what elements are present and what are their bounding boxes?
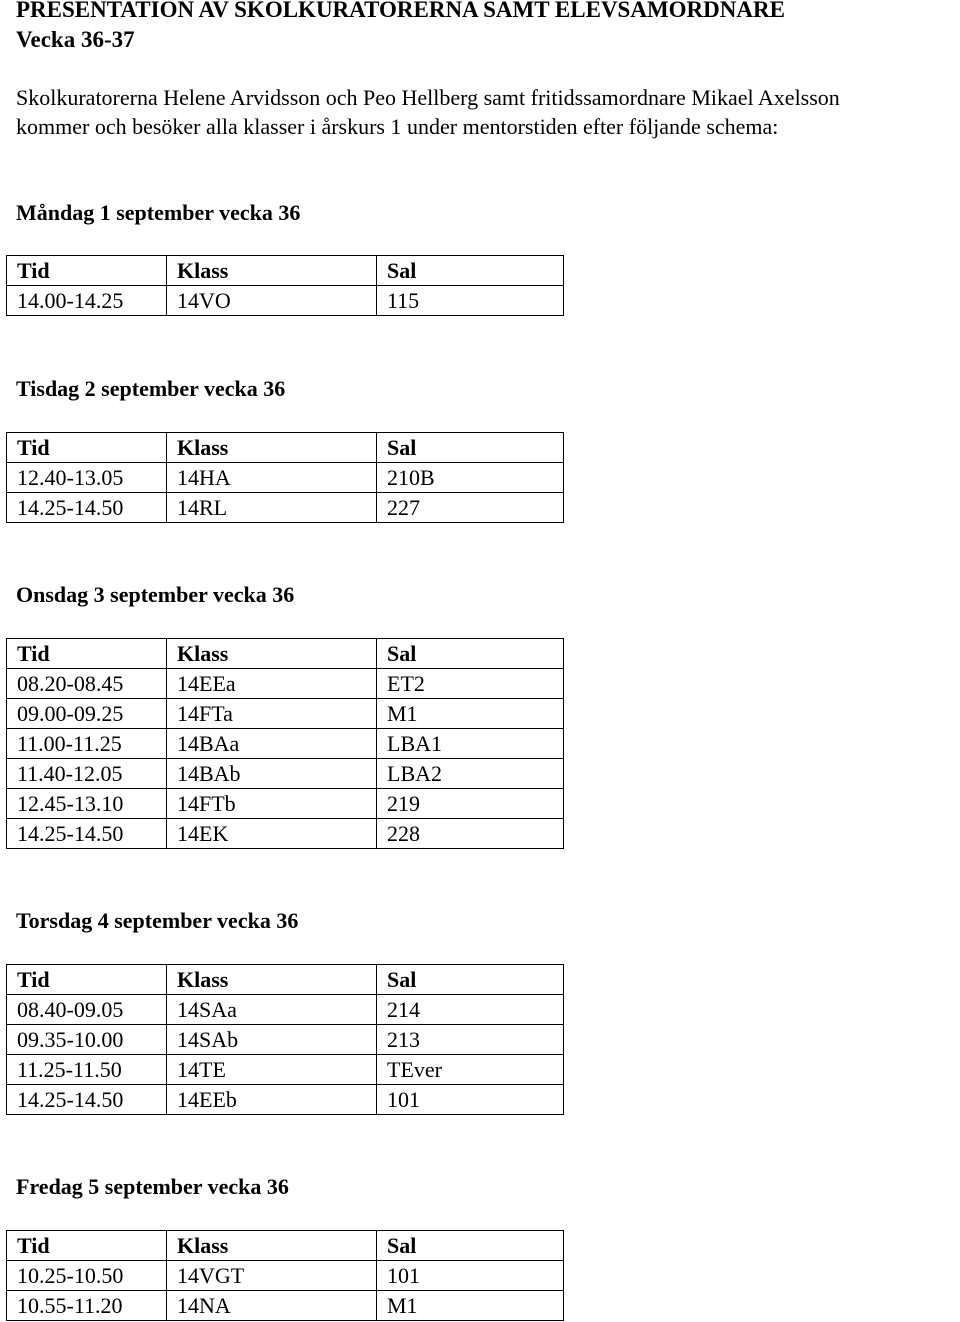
- table-header-row: [7, 433, 564, 463]
- day-title-thursday: Torsdag 4 september vecka 36: [16, 908, 299, 933]
- cell-time: 11.25-11.50: [7, 1055, 167, 1085]
- table-row: [7, 1085, 564, 1115]
- cell-room: 227: [377, 493, 564, 523]
- cell-room: LBA2: [377, 759, 564, 789]
- cell-class: 14RL: [167, 493, 377, 523]
- cell-room: 101: [377, 1261, 564, 1291]
- cell-class: 14EEb: [167, 1085, 377, 1115]
- cell-room: TEver: [377, 1055, 564, 1085]
- cell-class: 14VO: [167, 286, 377, 316]
- cell-class: 14EK: [167, 819, 377, 849]
- cell-time: 11.00-11.25: [7, 729, 167, 759]
- cell-time: 14.25-14.50: [7, 493, 167, 523]
- table-row: [7, 1055, 564, 1085]
- cell-time: 10.55-11.20: [7, 1291, 167, 1321]
- cell-room: ET2: [377, 669, 564, 699]
- cell-room: 214: [377, 995, 564, 1025]
- column-header-time: Tid: [7, 433, 167, 463]
- column-header-class: Klass: [167, 433, 377, 463]
- cell-time: 12.45-13.10: [7, 789, 167, 819]
- cell-room: LBA1: [377, 729, 564, 759]
- cell-class: 14SAb: [167, 1025, 377, 1055]
- cell-time: 12.40-13.05: [7, 463, 167, 493]
- column-header-class: Klass: [167, 639, 377, 669]
- table-row: [7, 819, 564, 849]
- column-header-time: Tid: [7, 965, 167, 995]
- column-header-time: Tid: [7, 1231, 167, 1261]
- document-title: PRESENTATION AV SKOLKURATORERNA SAMT ELEVSAMORDNARE: [16, 0, 785, 22]
- column-header-class: Klass: [167, 256, 377, 286]
- cell-room: 213: [377, 1025, 564, 1055]
- column-header-room: Sal: [377, 256, 564, 286]
- cell-room: M1: [377, 699, 564, 729]
- column-header-time: Tid: [7, 256, 167, 286]
- day-title-friday: Fredag 5 september vecka 36: [16, 1174, 289, 1199]
- cell-class: 14EEa: [167, 669, 377, 699]
- column-header-time: Tid: [7, 639, 167, 669]
- cell-class: 14VGT: [167, 1261, 377, 1291]
- schedule-table-thursday: [6, 964, 564, 1115]
- table-row: [7, 286, 564, 316]
- column-header-room: Sal: [377, 965, 564, 995]
- table-row: [7, 995, 564, 1025]
- document-subtitle: Vecka 36-37: [16, 27, 135, 52]
- cell-time: 14.25-14.50: [7, 819, 167, 849]
- table-header-row: [7, 639, 564, 669]
- table-row: [7, 759, 564, 789]
- cell-class: 14SAa: [167, 995, 377, 1025]
- cell-time: 09.35-10.00: [7, 1025, 167, 1055]
- day-title-tuesday: Tisdag 2 september vecka 36: [16, 376, 286, 401]
- column-header-room: Sal: [377, 639, 564, 669]
- cell-class: 14BAa: [167, 729, 377, 759]
- table-row: [7, 699, 564, 729]
- table-row: [7, 669, 564, 699]
- cell-time: 08.20-08.45: [7, 669, 167, 699]
- cell-time: 10.25-10.50: [7, 1261, 167, 1291]
- intro-line-1: Skolkuratorerna Helene Arvidsson och Peo Hellberg samt fritidssamordnare Mikael Axelsson: [16, 85, 840, 110]
- cell-room: 219: [377, 789, 564, 819]
- cell-class: 14BAb: [167, 759, 377, 789]
- cell-room: 228: [377, 819, 564, 849]
- column-header-room: Sal: [377, 1231, 564, 1261]
- table-row: [7, 789, 564, 819]
- table-header-row: [7, 1231, 564, 1261]
- cell-time: 14.25-14.50: [7, 1085, 167, 1115]
- cell-class: 14NA: [167, 1291, 377, 1321]
- cell-room: 101: [377, 1085, 564, 1115]
- column-header-room: Sal: [377, 433, 564, 463]
- cell-time: 14.00-14.25: [7, 286, 167, 316]
- cell-room: 210B: [377, 463, 564, 493]
- intro-line-2: kommer och besöker alla klasser i årskurs 1 under mentorstiden efter följande schema:: [16, 114, 779, 139]
- cell-time: 11.40-12.05: [7, 759, 167, 789]
- day-title-monday: Måndag 1 september vecka 36: [16, 200, 301, 225]
- table-row: [7, 463, 564, 493]
- cell-time: 09.00-09.25: [7, 699, 167, 729]
- column-header-class: Klass: [167, 1231, 377, 1261]
- table-header-row: [7, 256, 564, 286]
- column-header-class: Klass: [167, 965, 377, 995]
- cell-class: 14TE: [167, 1055, 377, 1085]
- schedule-table-wednesday: [6, 638, 564, 849]
- cell-time: 08.40-09.05: [7, 995, 167, 1025]
- table-row: [7, 1261, 564, 1291]
- table-header-row: [7, 965, 564, 995]
- cell-class: 14FTa: [167, 699, 377, 729]
- schedule-table-friday: [6, 1230, 564, 1321]
- table-row: [7, 1291, 564, 1321]
- cell-class: 14HA: [167, 463, 377, 493]
- table-row: [7, 1025, 564, 1055]
- cell-class: 14FTb: [167, 789, 377, 819]
- day-title-wednesday: Onsdag 3 september vecka 36: [16, 582, 295, 607]
- cell-room: M1: [377, 1291, 564, 1321]
- table-row: [7, 493, 564, 523]
- schedule-table-monday: [6, 255, 564, 316]
- table-row: [7, 729, 564, 759]
- cell-room: 115: [377, 286, 564, 316]
- schedule-table-tuesday: [6, 432, 564, 523]
